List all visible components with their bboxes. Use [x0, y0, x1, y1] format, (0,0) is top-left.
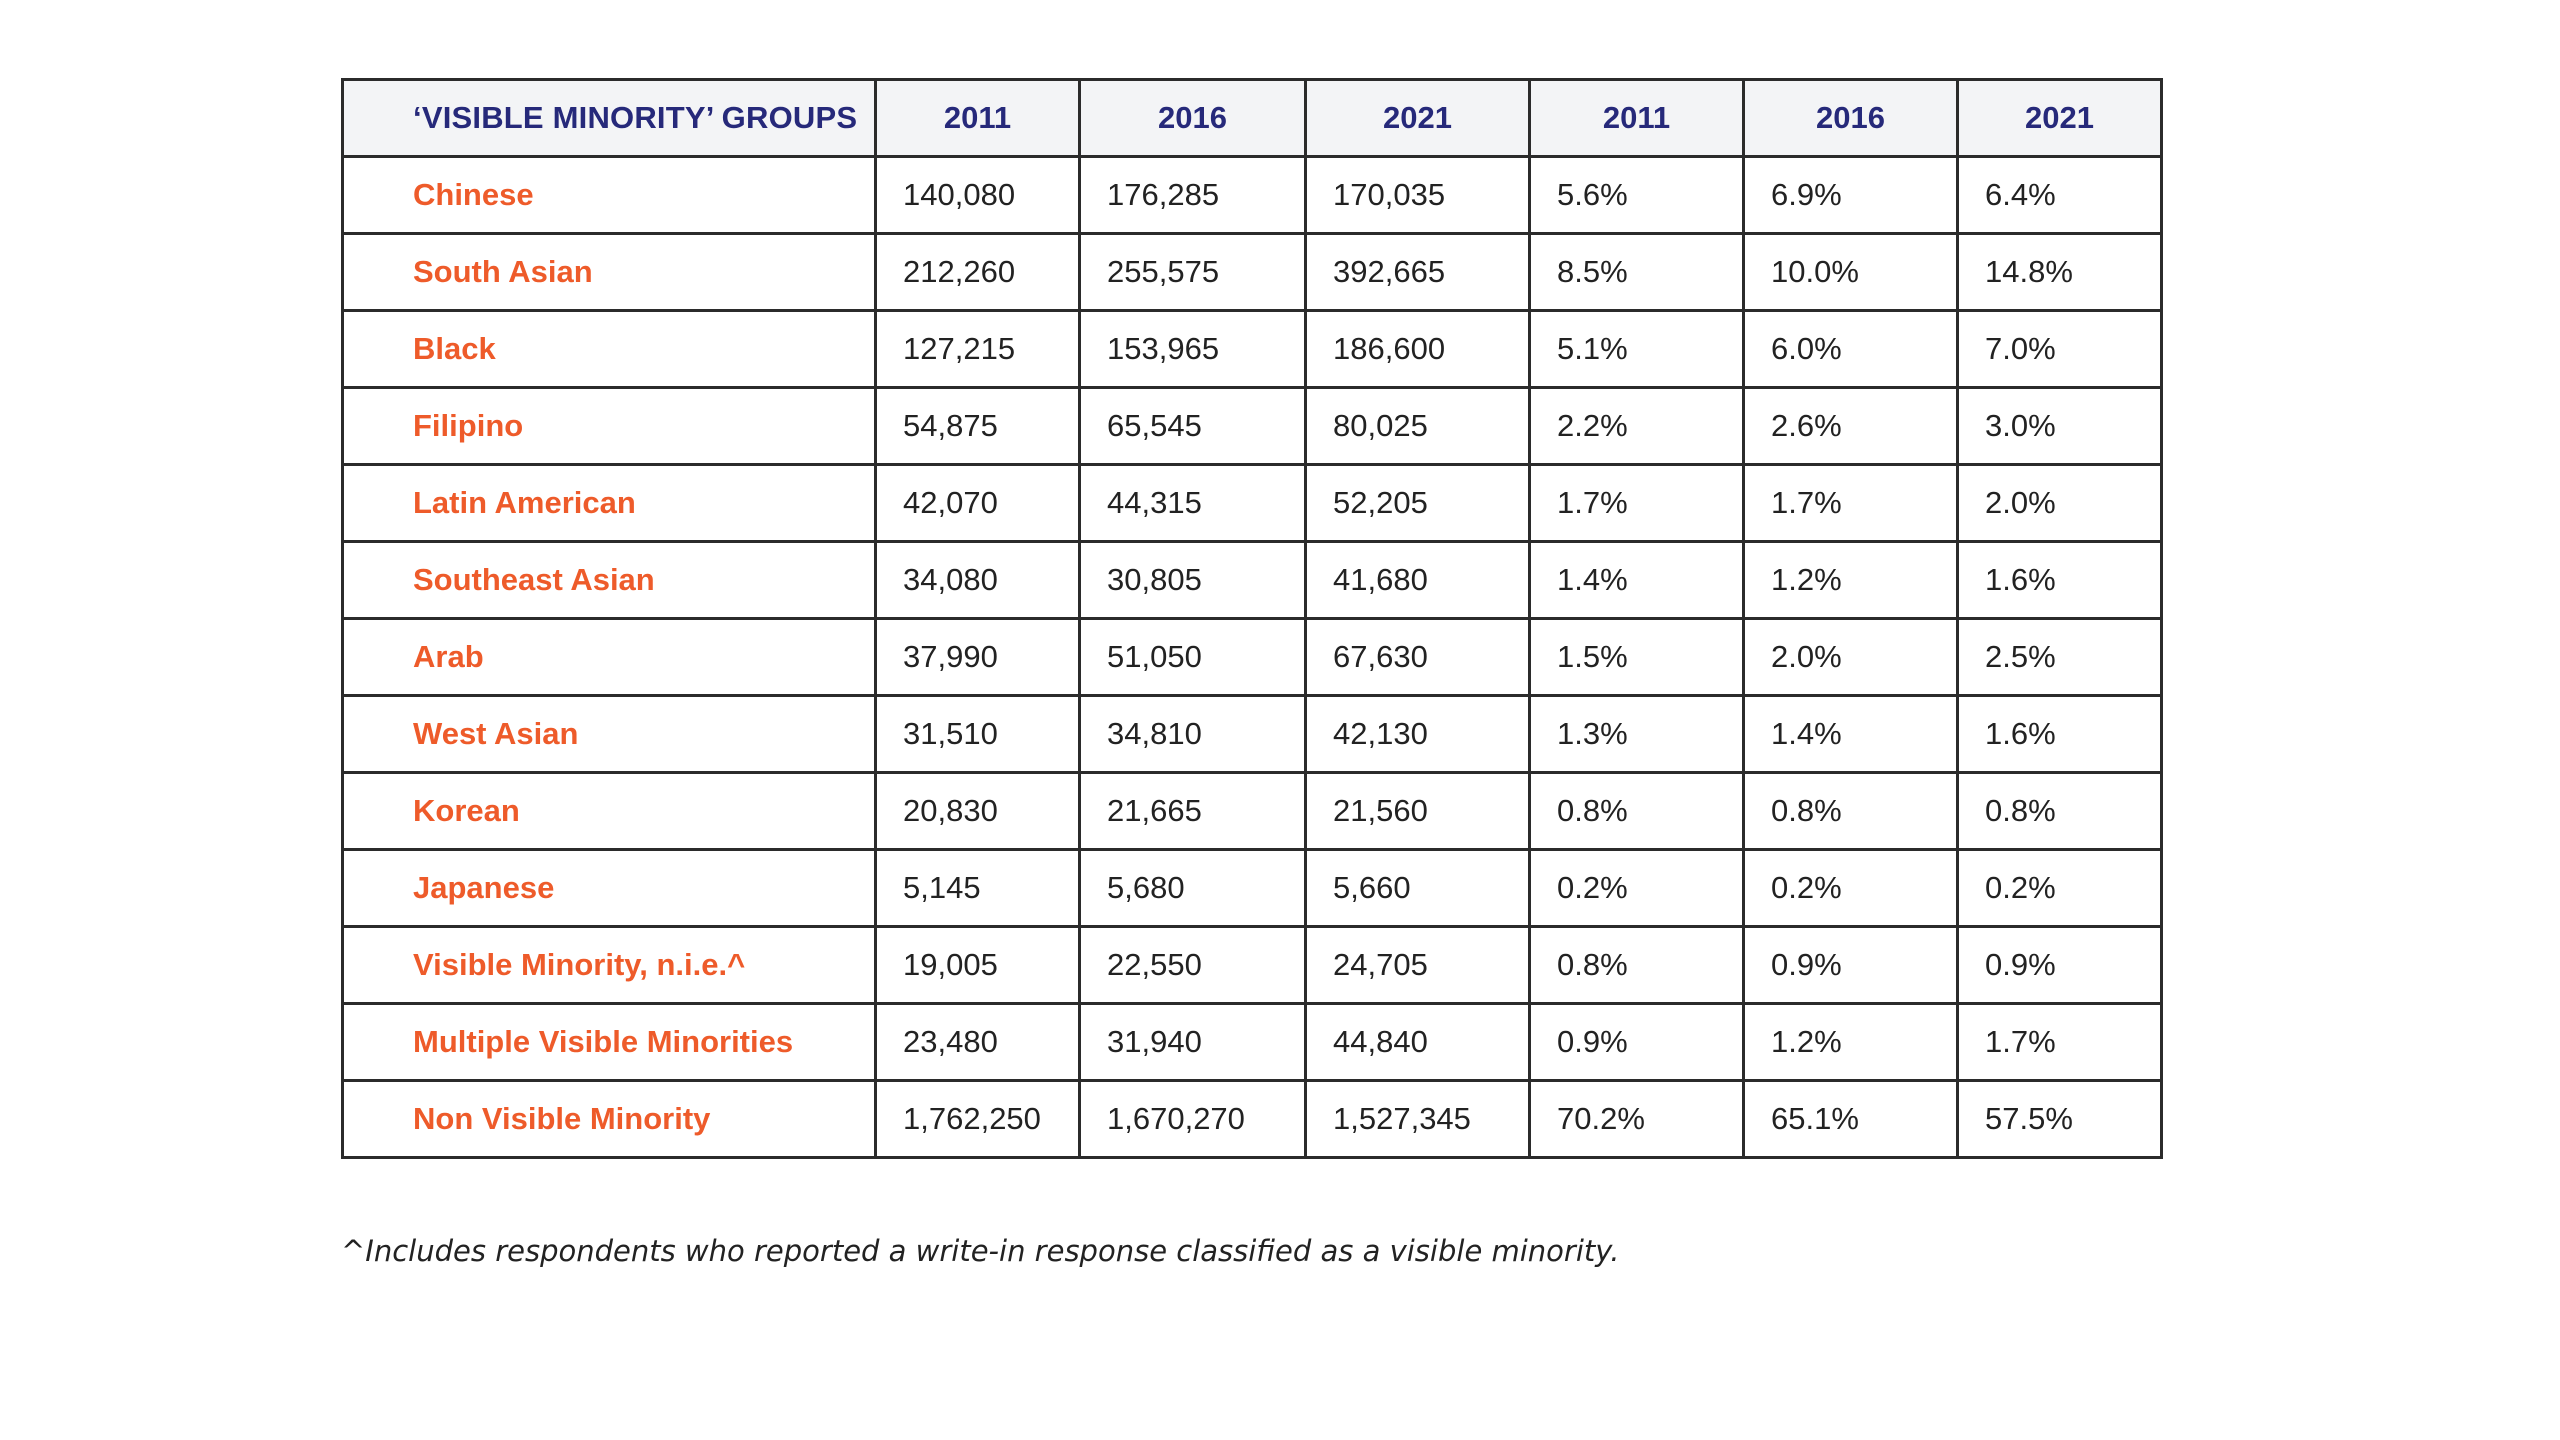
- count-cell: 31,940: [1080, 1004, 1306, 1081]
- count-cell: 51,050: [1080, 619, 1306, 696]
- count-cell: 37,990: [876, 619, 1080, 696]
- group-label: Latin American: [343, 465, 876, 542]
- percent-cell: 1.2%: [1744, 1004, 1958, 1081]
- percent-cell: 0.9%: [1744, 927, 1958, 1004]
- group-label: Visible Minority, n.i.e.^: [343, 927, 876, 1004]
- group-label: Southeast Asian: [343, 542, 876, 619]
- count-cell: 23,480: [876, 1004, 1080, 1081]
- percent-cell: 1.4%: [1744, 696, 1958, 773]
- percent-cell: 5.1%: [1530, 311, 1744, 388]
- percent-cell: 57.5%: [1958, 1081, 2162, 1158]
- percent-cell: 0.8%: [1958, 773, 2162, 850]
- group-label: Filipino: [343, 388, 876, 465]
- count-cell: 20,830: [876, 773, 1080, 850]
- percent-cell: 14.8%: [1958, 234, 2162, 311]
- column-header-group: ‘VISIBLE MINORITY’ GROUPS: [343, 80, 876, 157]
- percent-cell: 0.8%: [1744, 773, 1958, 850]
- group-label: Korean: [343, 773, 876, 850]
- count-cell: 44,840: [1306, 1004, 1530, 1081]
- percent-cell: 1.5%: [1530, 619, 1744, 696]
- percent-cell: 70.2%: [1530, 1081, 1744, 1158]
- count-cell: 65,545: [1080, 388, 1306, 465]
- count-cell: 5,145: [876, 850, 1080, 927]
- group-label: West Asian: [343, 696, 876, 773]
- count-cell: 5,660: [1306, 850, 1530, 927]
- group-label: Arab: [343, 619, 876, 696]
- percent-cell: 1.6%: [1958, 696, 2162, 773]
- count-cell: 67,630: [1306, 619, 1530, 696]
- percent-cell: 0.2%: [1958, 850, 2162, 927]
- count-cell: 140,080: [876, 157, 1080, 234]
- column-header-year: 2021: [1306, 80, 1530, 157]
- group-label: South Asian: [343, 234, 876, 311]
- count-cell: 54,875: [876, 388, 1080, 465]
- visible-minority-table: [341, 78, 2163, 1159]
- percent-cell: 5.6%: [1530, 157, 1744, 234]
- percent-cell: 10.0%: [1744, 234, 1958, 311]
- count-cell: 42,130: [1306, 696, 1530, 773]
- count-cell: 127,215: [876, 311, 1080, 388]
- count-cell: 24,705: [1306, 927, 1530, 1004]
- percent-cell: 1.2%: [1744, 542, 1958, 619]
- group-label: Chinese: [343, 157, 876, 234]
- percent-cell: 0.8%: [1530, 927, 1744, 1004]
- count-cell: 1,527,345: [1306, 1081, 1530, 1158]
- table-row: [343, 619, 2162, 696]
- group-label: Non Visible Minority: [343, 1081, 876, 1158]
- percent-cell: 1.7%: [1958, 1004, 2162, 1081]
- count-cell: 212,260: [876, 234, 1080, 311]
- count-cell: 80,025: [1306, 388, 1530, 465]
- table-row: [343, 1081, 2162, 1158]
- percent-cell: 3.0%: [1958, 388, 2162, 465]
- table-header: [343, 80, 2162, 157]
- percent-cell: 2.2%: [1530, 388, 1744, 465]
- count-cell: 255,575: [1080, 234, 1306, 311]
- table-body: [343, 157, 2162, 1158]
- percent-cell: 0.9%: [1958, 927, 2162, 1004]
- count-cell: 42,070: [876, 465, 1080, 542]
- percent-cell: 8.5%: [1530, 234, 1744, 311]
- percent-cell: 6.0%: [1744, 311, 1958, 388]
- table-row: [343, 542, 2162, 619]
- column-header-year: 2011: [876, 80, 1080, 157]
- percent-cell: 65.1%: [1744, 1081, 1958, 1158]
- count-cell: 170,035: [1306, 157, 1530, 234]
- column-header-year: 2011: [1530, 80, 1744, 157]
- count-cell: 21,560: [1306, 773, 1530, 850]
- header-row: [343, 80, 2162, 157]
- table-row: [343, 465, 2162, 542]
- count-cell: 22,550: [1080, 927, 1306, 1004]
- percent-cell: 0.2%: [1744, 850, 1958, 927]
- count-cell: 1,762,250: [876, 1081, 1080, 1158]
- percent-cell: 1.7%: [1530, 465, 1744, 542]
- percent-cell: 1.4%: [1530, 542, 1744, 619]
- count-cell: 34,810: [1080, 696, 1306, 773]
- percent-cell: 6.9%: [1744, 157, 1958, 234]
- group-label: Black: [343, 311, 876, 388]
- table-row: [343, 927, 2162, 1004]
- group-label: Multiple Visible Minorities: [343, 1004, 876, 1081]
- count-cell: 19,005: [876, 927, 1080, 1004]
- count-cell: 44,315: [1080, 465, 1306, 542]
- percent-cell: 7.0%: [1958, 311, 2162, 388]
- percent-cell: 0.8%: [1530, 773, 1744, 850]
- count-cell: 5,680: [1080, 850, 1306, 927]
- count-cell: 21,665: [1080, 773, 1306, 850]
- table-row: [343, 1004, 2162, 1081]
- count-cell: 153,965: [1080, 311, 1306, 388]
- count-cell: 31,510: [876, 696, 1080, 773]
- percent-cell: 2.5%: [1958, 619, 2162, 696]
- percent-cell: 1.3%: [1530, 696, 1744, 773]
- percent-cell: 2.0%: [1744, 619, 1958, 696]
- percent-cell: 0.2%: [1530, 850, 1744, 927]
- count-cell: 176,285: [1080, 157, 1306, 234]
- column-header-year: 2016: [1744, 80, 1958, 157]
- percent-cell: 2.6%: [1744, 388, 1958, 465]
- count-cell: 41,680: [1306, 542, 1530, 619]
- count-cell: 34,080: [876, 542, 1080, 619]
- percent-cell: 0.9%: [1530, 1004, 1744, 1081]
- count-cell: 30,805: [1080, 542, 1306, 619]
- table-row: [343, 234, 2162, 311]
- footnote: ^Includes respondents who reported a write-in response classified as a visible minority.: [341, 1234, 1620, 1268]
- count-cell: 1,670,270: [1080, 1081, 1306, 1158]
- count-cell: 392,665: [1306, 234, 1530, 311]
- group-label: Japanese: [343, 850, 876, 927]
- percent-cell: 6.4%: [1958, 157, 2162, 234]
- count-cell: 52,205: [1306, 465, 1530, 542]
- column-header-year: 2016: [1080, 80, 1306, 157]
- table-row: [343, 388, 2162, 465]
- count-cell: 186,600: [1306, 311, 1530, 388]
- table-row: [343, 311, 2162, 388]
- table-row: [343, 773, 2162, 850]
- table-row: [343, 157, 2162, 234]
- percent-cell: 1.7%: [1744, 465, 1958, 542]
- table-row: [343, 850, 2162, 927]
- percent-cell: 2.0%: [1958, 465, 2162, 542]
- table-row: [343, 696, 2162, 773]
- column-header-year: 2021: [1958, 80, 2162, 157]
- percent-cell: 1.6%: [1958, 542, 2162, 619]
